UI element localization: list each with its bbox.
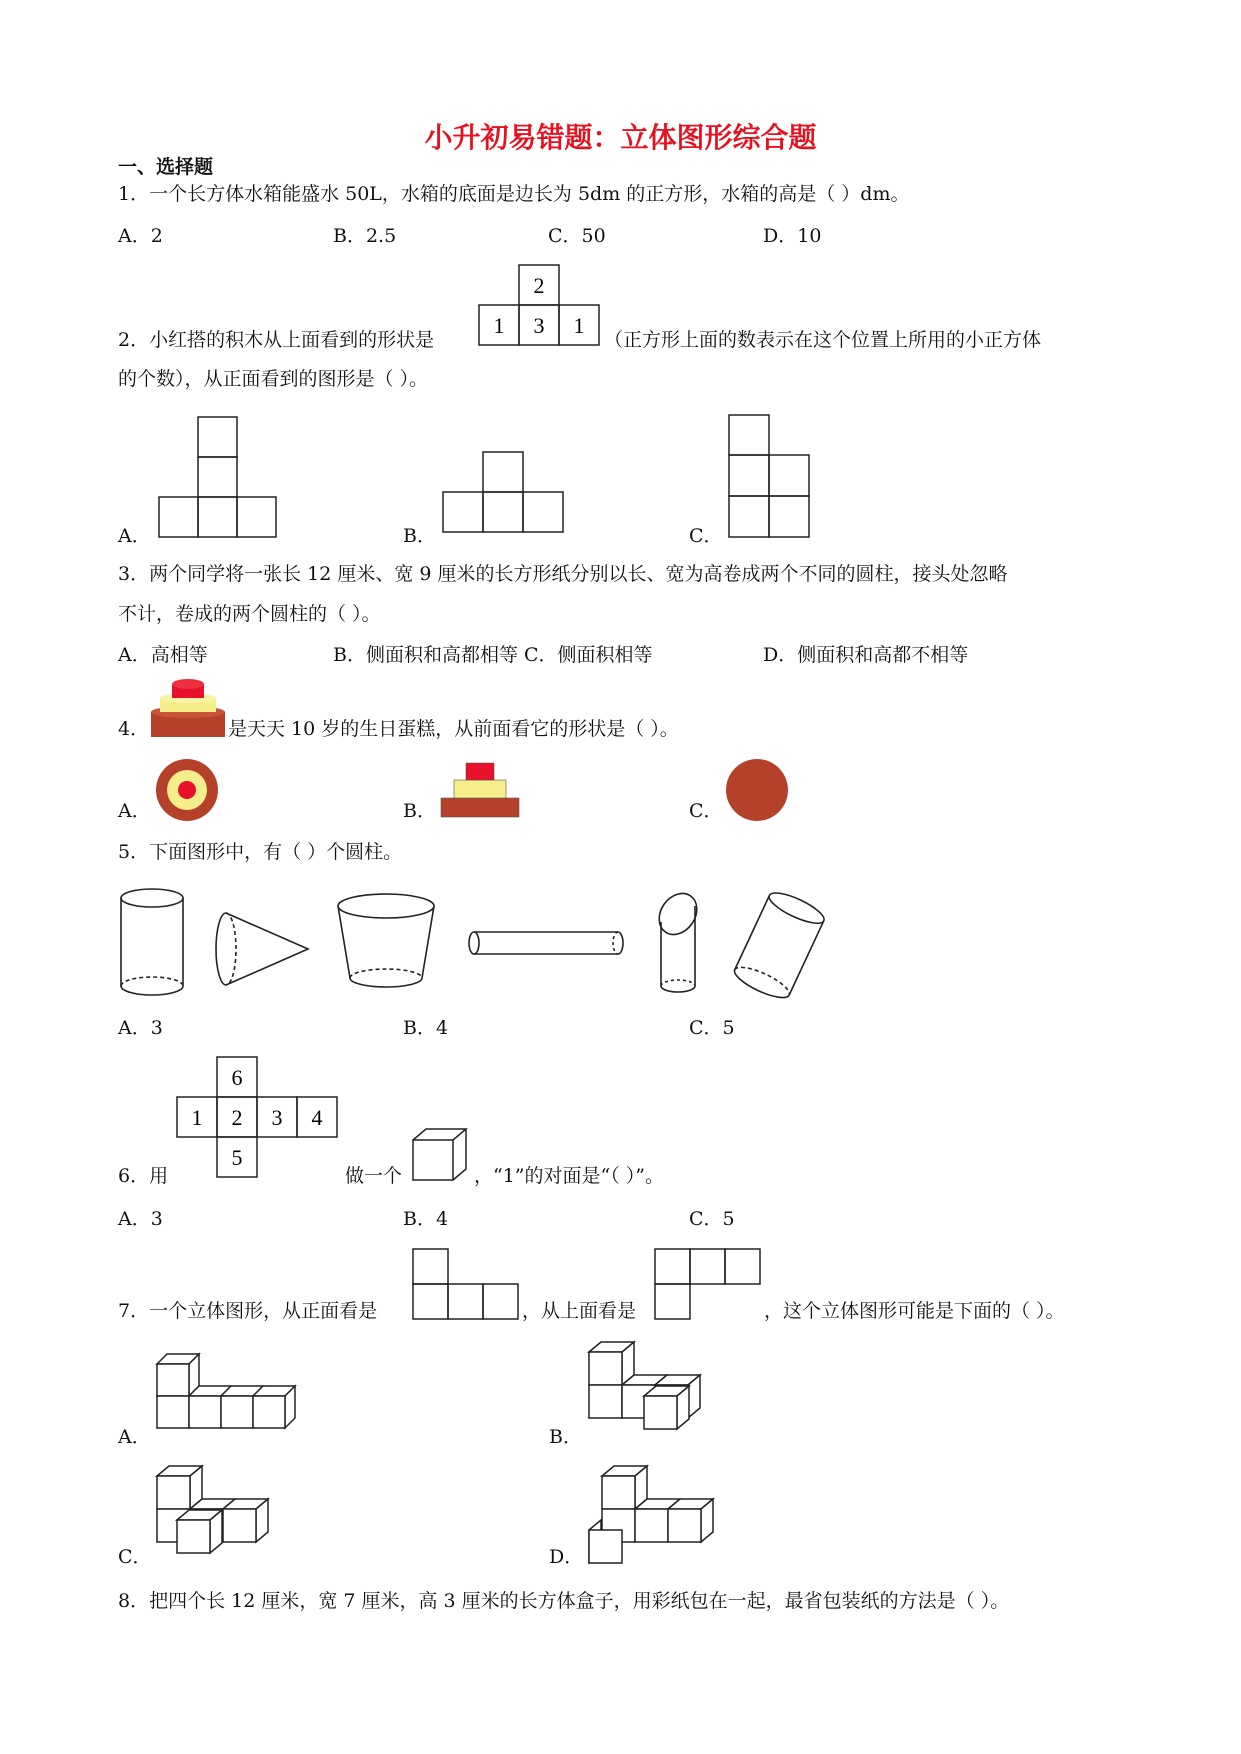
q4-option-c-figure xyxy=(725,758,789,822)
tilted-cylinder-shape xyxy=(731,887,828,1003)
q4-option-b-figure xyxy=(440,762,520,818)
q2-option-b-figure xyxy=(442,451,564,533)
q5-option-b[interactable]: B．4 xyxy=(403,1017,449,1039)
q4-option-a[interactable]: A． xyxy=(118,800,151,822)
q2-option-a-figure xyxy=(158,416,278,538)
q6-option-b[interactable]: B．4 xyxy=(403,1208,449,1230)
q7-stem-mid: ，从上面看是 xyxy=(522,1300,637,1322)
q2-option-c-figure xyxy=(728,414,810,538)
q2-option-a[interactable]: A． xyxy=(118,525,151,547)
net-number: 5 xyxy=(231,1145,243,1170)
oblique-cut-cylinder-shape xyxy=(651,886,704,992)
q2-stem-end: 的个数），从正面看到的图形是（ ）。 xyxy=(118,368,429,390)
q2-stem-start: 2．小红搭的积木从上面看到的形状是 xyxy=(118,329,435,351)
page-title: 小升初易错题：立体图形综合题 xyxy=(424,121,817,154)
net-number: 4 xyxy=(311,1105,323,1130)
q7-option-d-figure xyxy=(588,1464,720,1568)
q7-stem-start: 7．一个立体图形，从正面看是 xyxy=(118,1300,378,1322)
q6-stem-end: ，“1”的对面是“（ ）”。 xyxy=(474,1165,664,1187)
q2-top-view-grid xyxy=(478,264,600,346)
cylinder-shape xyxy=(121,889,183,995)
cone-shape xyxy=(216,913,308,985)
grid-number: 3 xyxy=(533,313,545,338)
q5-shapes-figure xyxy=(118,886,838,1004)
q3-option-a[interactable]: A．高相等 xyxy=(118,644,208,666)
q3-stem-line2: 不计，卷成的两个圆柱的（ ）。 xyxy=(118,603,381,625)
q1-stem: 1．一个长方体水箱能盛水 50L，水箱的底面是边长为 5dm 的正方形，水箱的高是（ ）dm。 xyxy=(118,183,910,205)
q6-option-a[interactable]: A．3 xyxy=(118,1208,163,1230)
q5-option-c[interactable]: C．5 xyxy=(689,1017,735,1039)
net-number: 2 xyxy=(231,1105,243,1130)
q1-option-b[interactable]: B．2.5 xyxy=(333,225,397,247)
q7-option-a[interactable]: A． xyxy=(118,1426,151,1448)
q4-cake-image xyxy=(150,678,226,738)
q6-stem-start: 6．用 xyxy=(118,1165,169,1187)
q4-option-c[interactable]: C． xyxy=(689,800,723,822)
q5-stem: 5．下面图形中，有（ ）个圆柱。 xyxy=(118,841,403,863)
net-number: 1 xyxy=(191,1105,203,1130)
q7-stem-end: ，这个立体图形可能是下面的（ ）。 xyxy=(764,1300,1065,1322)
q7-option-c[interactable]: C． xyxy=(118,1546,152,1568)
q3-option-b-c[interactable]: B．侧面积和高都相等 C．侧面积相等 xyxy=(333,644,653,666)
q5-option-a[interactable]: A．3 xyxy=(118,1017,163,1039)
q1-option-a[interactable]: A．2 xyxy=(118,225,163,247)
q4-option-b[interactable]: B． xyxy=(403,800,436,822)
q7-option-a-figure xyxy=(156,1352,312,1446)
cube-icon xyxy=(412,1128,468,1182)
q4-option-a-figure xyxy=(155,758,219,822)
q6-option-c[interactable]: C．5 xyxy=(689,1208,735,1230)
q7-front-view xyxy=(412,1248,520,1320)
q7-top-view xyxy=(654,1248,762,1320)
grid-number: 1 xyxy=(493,313,505,338)
q7-option-d[interactable]: D． xyxy=(549,1546,584,1568)
q2-option-b[interactable]: B． xyxy=(403,525,436,547)
q3-option-d[interactable]: D．侧面积和高都不相等 xyxy=(763,644,969,666)
net-number: 6 xyxy=(231,1065,243,1090)
q7-option-c-figure xyxy=(156,1464,286,1568)
grid-number: 2 xyxy=(533,273,545,298)
section-heading: 一、选择题 xyxy=(118,156,214,178)
q6-cube-net xyxy=(176,1056,338,1178)
q3-stem-line1: 3．两个同学将一张长 12 厘米、宽 9 厘米的长方形纸分别以长、宽为高卷成两个不同的圆柱，接头处忽略 xyxy=(118,563,1008,585)
q4-number: 4． xyxy=(118,718,150,740)
q2-option-c[interactable]: C． xyxy=(689,525,723,547)
q4-stem: 是天天 10 岁的生日蛋糕，从前面看它的形状是（ ）。 xyxy=(228,718,679,740)
q1-option-d[interactable]: D．10 xyxy=(763,225,822,247)
q2-stem-mid: （正方形上面的数表示在这个位置上所用的小正方体 xyxy=(604,329,1042,351)
q7-option-b-figure xyxy=(588,1340,718,1450)
net-number: 3 xyxy=(271,1105,283,1130)
q6-stem-mid: 做一个 xyxy=(345,1165,403,1187)
q8-stem: 8．把四个长 12 厘米，宽 7 厘米，高 3 厘米的长方体盒子，用彩纸包在一起，最省包装纸的方法是（ ）。 xyxy=(118,1590,1010,1612)
q7-option-b[interactable]: B． xyxy=(549,1426,582,1448)
q1-option-c[interactable]: C．50 xyxy=(548,225,606,247)
rod-cylinder-shape xyxy=(469,932,623,954)
frustum-shape xyxy=(338,894,434,987)
grid-number: 1 xyxy=(573,313,585,338)
